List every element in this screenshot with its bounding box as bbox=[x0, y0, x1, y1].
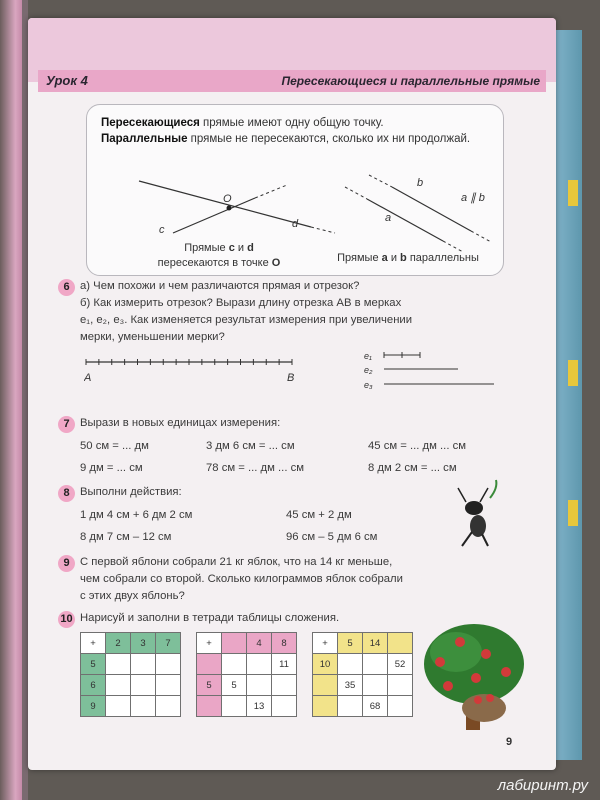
apple bbox=[481, 649, 491, 659]
task-8-number: 8 bbox=[58, 485, 75, 502]
caption-parallel bbox=[323, 251, 493, 266]
table-header-cell: 3 bbox=[131, 633, 156, 654]
table-header-cell: 4 bbox=[247, 633, 272, 654]
left-page-edge bbox=[0, 0, 22, 800]
caption-d: d bbox=[247, 242, 254, 254]
definition-box bbox=[86, 104, 504, 276]
task-9-line-3: с этих двух яблонь? bbox=[80, 590, 185, 602]
apple-tree-illustration bbox=[420, 616, 528, 732]
table-cell bbox=[106, 675, 131, 696]
table-row bbox=[81, 654, 181, 675]
ant-antenna bbox=[480, 488, 488, 502]
label-d: d bbox=[292, 218, 299, 230]
apple bbox=[501, 667, 511, 677]
table-cell bbox=[313, 696, 338, 717]
task-7-number: 7 bbox=[58, 416, 75, 433]
table-cell bbox=[106, 696, 131, 717]
task-6-line-3: e₁, e₂, e₃. Как изменяется результат измерения при увеличении bbox=[80, 314, 413, 326]
table-header-cell bbox=[388, 633, 413, 654]
page-tab bbox=[568, 360, 578, 386]
addition-table-3 bbox=[312, 632, 413, 717]
line-d-dashed bbox=[311, 227, 335, 233]
table-cell bbox=[363, 654, 388, 675]
task-7-item-5: 78 см = ... дм ... см bbox=[206, 462, 305, 474]
table-header-row bbox=[81, 633, 181, 654]
table-row bbox=[197, 696, 297, 717]
table-cell bbox=[197, 696, 222, 717]
ant-antenna bbox=[458, 488, 466, 502]
lesson-number: Урок 4 bbox=[46, 73, 88, 88]
table-row bbox=[197, 654, 297, 675]
task-7-item-2: 3 дм 6 см = ... см bbox=[206, 440, 295, 452]
table-cell bbox=[388, 696, 413, 717]
table-row bbox=[81, 675, 181, 696]
ant-illustration bbox=[444, 478, 504, 548]
table-cell: 6 bbox=[81, 675, 106, 696]
table-cell: 35 bbox=[338, 675, 363, 696]
table-header-row bbox=[197, 633, 297, 654]
apple bbox=[435, 657, 445, 667]
definition-intersecting: прямые имеют одну общую точку. bbox=[199, 117, 384, 129]
task-7-item-4: 9 дм = ... см bbox=[80, 462, 143, 474]
task-6-line-1: а) Чем похожи и чем различаются прямая и отрезок? bbox=[80, 280, 360, 292]
task-8-item-3: 8 дм 7 см – 12 см bbox=[80, 531, 172, 543]
task-8-item-1: 1 дм 4 см + 6 дм 2 см bbox=[80, 509, 193, 521]
table-cell: 52 bbox=[388, 654, 413, 675]
caption-text: Прямые bbox=[184, 242, 229, 254]
term-parallel: Параллельные bbox=[101, 133, 188, 145]
caption-o: O bbox=[271, 257, 281, 269]
page-tab bbox=[568, 500, 578, 526]
task-8-item-2: 45 см + 2 дм bbox=[286, 509, 352, 521]
table-cell: 5 bbox=[222, 675, 247, 696]
ant-leg bbox=[462, 532, 472, 546]
table-cell bbox=[272, 675, 297, 696]
table-cell bbox=[156, 675, 181, 696]
table-cell: 5 bbox=[81, 654, 106, 675]
ant-body bbox=[470, 515, 486, 537]
caption-a: a bbox=[381, 252, 388, 264]
point-o bbox=[227, 206, 232, 211]
table-cell: 68 bbox=[363, 696, 388, 717]
table-header-cell: 7 bbox=[156, 633, 181, 654]
label-o: O bbox=[223, 193, 232, 205]
task-9-number: 9 bbox=[58, 555, 75, 572]
hedgehog bbox=[462, 694, 506, 722]
table-cell bbox=[131, 654, 156, 675]
table-header-cell: 8 bbox=[272, 633, 297, 654]
task-7-item-1: 50 см = ... дм bbox=[80, 440, 149, 452]
task-7-text: Вырази в новых единицах измерения: bbox=[80, 417, 281, 429]
table-header-cell: + bbox=[313, 633, 338, 654]
ant-head bbox=[465, 501, 483, 515]
definition-parallel: прямые не пересекаются, сколько их ни продолжай. bbox=[187, 133, 471, 145]
table-cell bbox=[156, 696, 181, 717]
line-a bbox=[367, 199, 443, 241]
task-10-text: Нарисуй и заполни в тетради таблицы сложения. bbox=[80, 612, 340, 624]
table-row bbox=[313, 696, 413, 717]
task-8-item-4: 96 см – 5 дм 6 см bbox=[286, 531, 378, 543]
caption-text: и bbox=[234, 242, 248, 254]
task-9-line-2: чем собрали со второй. Сколько килограммов яблок собрали bbox=[80, 573, 403, 585]
table-cell bbox=[131, 675, 156, 696]
label-b: b bbox=[417, 177, 424, 189]
table-row bbox=[81, 696, 181, 717]
table-row bbox=[313, 675, 413, 696]
line-b-dashed-left bbox=[369, 175, 392, 187]
table-header-cell: 14 bbox=[363, 633, 388, 654]
table-row bbox=[313, 654, 413, 675]
table-header-cell: + bbox=[81, 633, 106, 654]
label-c: c bbox=[159, 224, 165, 236]
line-a-dashed-left bbox=[345, 187, 367, 199]
apple bbox=[471, 673, 481, 683]
table-cell bbox=[313, 675, 338, 696]
segment-diagram bbox=[84, 348, 514, 390]
table-header-row bbox=[313, 633, 413, 654]
page-stack-edge bbox=[556, 30, 582, 760]
parallel-notation: a ∥ b bbox=[461, 192, 485, 204]
point-a-label: A bbox=[84, 372, 92, 384]
task-7-item-6: 8 дм 2 см = ... см bbox=[368, 462, 457, 474]
ant-leg bbox=[482, 534, 488, 546]
table-cell bbox=[272, 696, 297, 717]
task-6-line-2: б) Как измерить отрезок? Вырази длину отрезка AB в мерках bbox=[80, 297, 402, 309]
lesson-title: Пересекающиеся и параллельные прямые bbox=[281, 74, 540, 88]
caption-intersecting bbox=[149, 241, 289, 271]
line-c-dashed bbox=[255, 185, 287, 198]
line-b bbox=[392, 187, 471, 231]
table-cell bbox=[388, 675, 413, 696]
measure-e2-label: e₂ bbox=[364, 365, 373, 375]
apple bbox=[474, 696, 482, 704]
table-header-cell: 5 bbox=[338, 633, 363, 654]
line-c bbox=[173, 198, 255, 233]
page-number: 9 bbox=[506, 736, 513, 748]
measure-e1-label: e₁ bbox=[364, 351, 372, 361]
term-intersecting: Пересекающиеся bbox=[101, 117, 200, 129]
caption-text: и bbox=[387, 252, 401, 264]
apple bbox=[443, 681, 453, 691]
addition-table-1 bbox=[80, 632, 181, 717]
table-cell bbox=[338, 696, 363, 717]
table-cell bbox=[338, 654, 363, 675]
table-cell bbox=[222, 654, 247, 675]
task-10-number: 10 bbox=[58, 611, 75, 628]
measure-e3-label: e₃ bbox=[364, 380, 373, 390]
leaf-stem bbox=[490, 480, 496, 498]
table-cell bbox=[222, 696, 247, 717]
task-9-line-1: С первой яблони собрали 21 кг яблок, что на 14 кг меньше, bbox=[80, 556, 393, 568]
page-tab bbox=[568, 180, 578, 206]
addition-table-2 bbox=[196, 632, 297, 717]
apple bbox=[486, 694, 494, 702]
table-cell bbox=[247, 675, 272, 696]
caption-text: Прямые bbox=[337, 252, 382, 264]
table-cell: 9 bbox=[81, 696, 106, 717]
task-7-item-3: 45 см = ... дм ... см bbox=[368, 440, 467, 452]
caption-text: пересекаются в точке bbox=[157, 257, 272, 269]
table-cell bbox=[197, 654, 222, 675]
caption-b: b bbox=[400, 252, 407, 264]
task-6-number: 6 bbox=[58, 279, 75, 296]
table-cell bbox=[363, 675, 388, 696]
point-b-label: B bbox=[287, 372, 295, 384]
table-cell: 10 bbox=[313, 654, 338, 675]
table-cell: 11 bbox=[272, 654, 297, 675]
table-header-cell bbox=[222, 633, 247, 654]
table-cell: 5 bbox=[197, 675, 222, 696]
table-row bbox=[197, 675, 297, 696]
table-cell bbox=[247, 654, 272, 675]
watermark: лабиринт.ру bbox=[497, 777, 588, 794]
table-cell bbox=[156, 654, 181, 675]
table-header-cell: + bbox=[197, 633, 222, 654]
task-6-line-4: мерки, уменьшении мерки? bbox=[80, 331, 225, 343]
task-8-text: Выполни действия: bbox=[80, 486, 182, 498]
caption-c: c bbox=[228, 242, 235, 254]
table-cell bbox=[106, 654, 131, 675]
line-b-dashed-right bbox=[471, 231, 491, 242]
table-cell bbox=[131, 696, 156, 717]
table-cell: 13 bbox=[247, 696, 272, 717]
textbook-page bbox=[28, 18, 556, 770]
apple bbox=[455, 637, 465, 647]
label-a: a bbox=[385, 212, 392, 224]
caption-text: параллельны bbox=[406, 252, 479, 264]
table-header-cell: 2 bbox=[106, 633, 131, 654]
